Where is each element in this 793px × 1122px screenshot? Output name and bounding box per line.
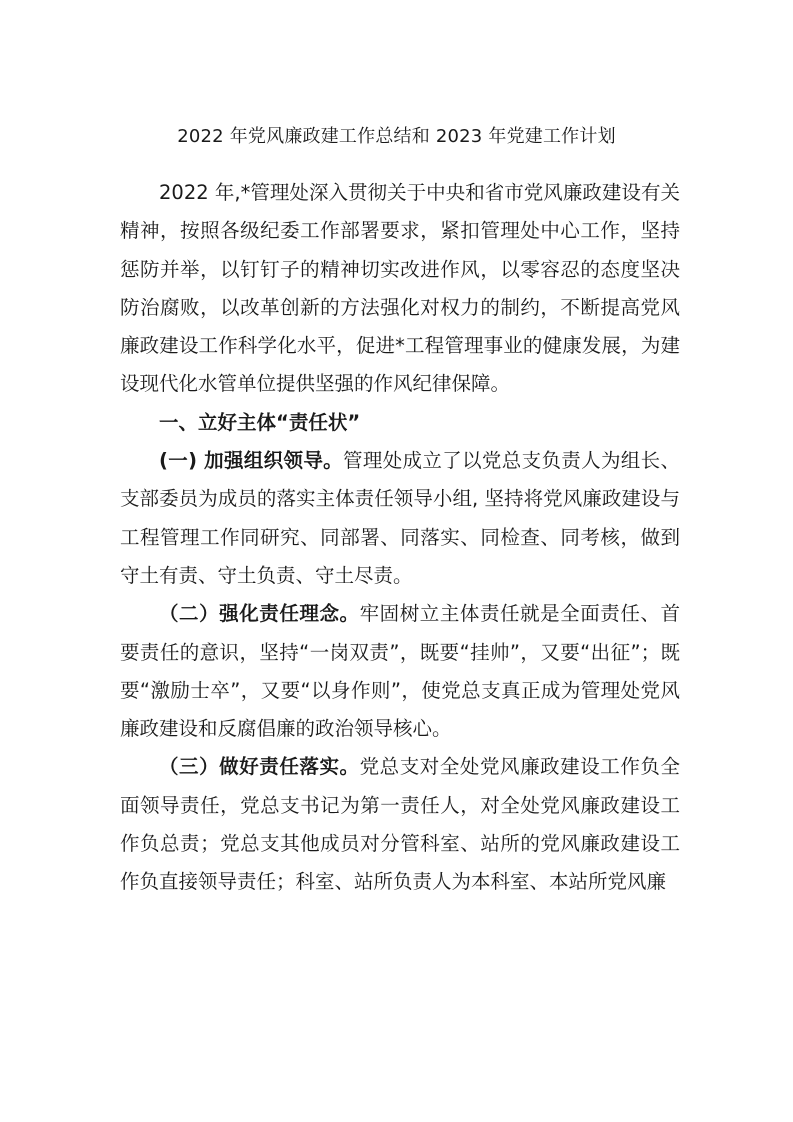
- item-lead-3: （三）做好责任落实。: [159, 755, 360, 779]
- item-paragraph-2: [120, 595, 680, 748]
- document-body: [120, 174, 680, 902]
- intro-paragraph: 2022 年,*管理处深入贯彻关于中央和省市党风廉政建设有关精神，按照各级纪委工作部署要求，紧扣管理处中心工作，坚持惩防并举，以钉钉子的精神切实改进作风，以零容忍的态度坚决防治腐败，以改革创新的方法强化对权力的制约，不断提高党风廉政建设工作科学化水平，促进*工程管理事业的健康发展，为建设现代化水管单位提供坚强的作风纪律保障。: [120, 181, 680, 396]
- item-lead-1: (一) 加强组织领导。: [159, 449, 344, 473]
- item-lead-2: （二）强化责任理念。: [159, 602, 360, 626]
- item-text-1: 管理处成立了以党总支负责人为组长、支部委员为成员的落实主体责任领导小组, 坚持将党风廉政建设与工程管理工作同研究、同部署、同落实、同检查、同考核，做到守土有责、守土负责、守土尽责。: [120, 449, 680, 587]
- item-text-3: 党总支对全处党风廉政建设工作负全面领导责任，党总支书记为第一责任人，对全处党风廉政建设工作负总责；党总支其他成员对分管科室、站所的党风廉政建设工作负直接领导责任；科室、站所负责人为本科室、本站所党风廉: [120, 755, 680, 894]
- item-paragraph-3: [120, 748, 680, 901]
- item-text-2: 牢固树立主体责任就是全面责任、首要责任的意识，坚持“一岗双责”，既要“挂帅”，又要“出征”；既要“激励士卒”，又要“以身作则”，使党总支真正成为管理处党风廉政建设和反腐倡廉的政治领导核心。: [120, 602, 680, 741]
- item-paragraph-1: [120, 442, 680, 595]
- section-heading: 一、立好主体“责任状”: [159, 410, 361, 434]
- document-title: 2022 年党风廉政建工作总结和 2023 年党建工作计划: [177, 126, 616, 147]
